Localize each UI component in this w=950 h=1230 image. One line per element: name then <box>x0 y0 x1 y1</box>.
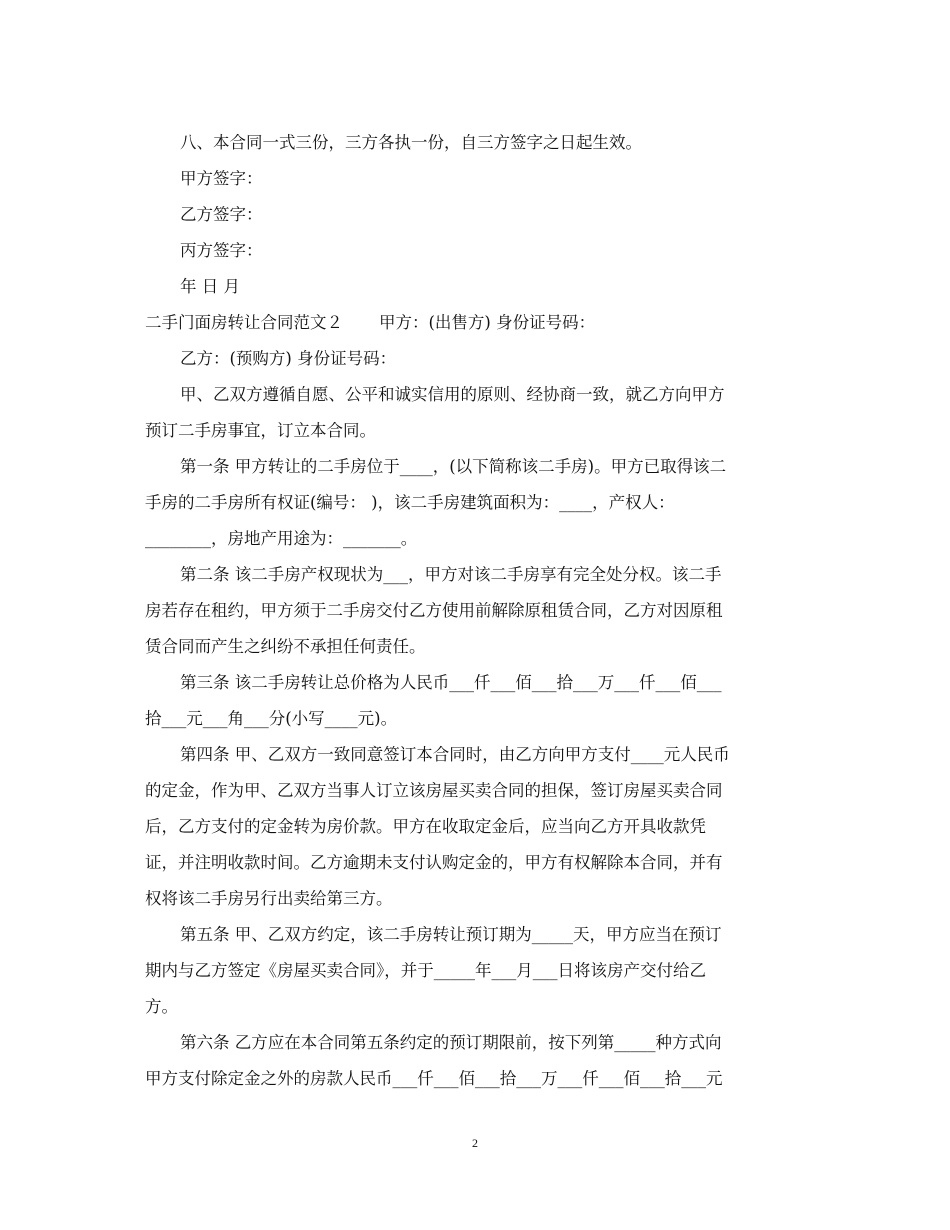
contract-text-line: 第五条 甲、乙双方约定，该二手房转让预订期为_____天，甲方应当在预订 <box>180 925 722 944</box>
party-a-id-label: 甲方：(出售方) 身份证号码： <box>379 313 596 332</box>
contract-title: 二手门面房转让合同范文２ <box>145 313 343 332</box>
contract-text-line: 的定金，作为甲、乙双方当事人订立该房屋买卖合同的担保，签订房屋买卖合同 <box>145 781 723 800</box>
contract-text-line: 房若存在租约，甲方须于二手房交付乙方使用前解除原租赁合同，乙方对因原租 <box>145 601 723 620</box>
contract-text-line: 第三条 该二手房转让总价格为人民币___仟___佰___拾___万___仟___佰___ <box>180 673 722 692</box>
contract-text-line: 第四条 甲、乙双方一致同意签订本合同时，由乙方向甲方支付____元人民币 <box>180 745 730 764</box>
contract-text-line: 甲方支付除定金之外的房款人民币___仟___佰___拾___万___仟___佰___拾___元 <box>145 1069 723 1088</box>
contract-text-line: ________，房地产用途为：_______。 <box>145 529 418 548</box>
contract-text-line: 期内与乙方签定《房屋买卖合同》，并于_____年___月___日将该房产交付给乙 <box>145 961 706 980</box>
contract-text-line: 预订二手房事宜，订立本合同。 <box>145 421 376 440</box>
contract-text-line: 甲、乙双方遵循自愿、公平和诚实信用的原则、经协商一致，就乙方向甲方 <box>180 385 725 404</box>
party-a-signature-label: 甲方签字： <box>180 169 263 188</box>
party-c-signature-label: 丙方签字： <box>180 241 263 260</box>
contract-text-line: 第六条 乙方应在本合同第五条约定的预订期限前，按下列第_____种方式向 <box>180 1033 722 1052</box>
contract-text-line: 证，并注明收款时间。乙方逾期未支付认购定金的，甲方有权解除本合同，并有 <box>145 853 723 872</box>
date-line: 年 日 月 <box>180 277 240 296</box>
page-number: 2 <box>472 1136 478 1150</box>
contract-text <box>145 341 810 1097</box>
contract-text-line: 权将该二手房另行出卖给第三方。 <box>145 889 393 908</box>
contract-text-line: 方。 <box>145 997 178 1016</box>
contract-text-line: 拾___元___角___分(小写____元)。 <box>145 709 398 728</box>
document-body <box>145 125 810 1097</box>
contract-text-line: 乙方：(预购方) 身份证号码： <box>180 349 397 368</box>
party-b-signature-label: 乙方签字： <box>180 205 263 224</box>
contract-heading-line <box>145 305 810 341</box>
contract-text-line: 第一条 甲方转让的二手房位于____，(以下简称该二手房)。甲方已取得该二 <box>180 457 727 476</box>
contract-text-line: 手房的二手房所有权证(编号： )，该二手房建筑面积为：____，产权人： <box>145 493 675 512</box>
contract-text-line: 后，乙方支付的定金转为房价款。甲方在收取定金后，应当向乙方开具收款凭 <box>145 817 706 836</box>
clause-eight: 八、本合同一式三份，三方各执一份，自三方签字之日起生效。 <box>180 133 642 152</box>
contract-text-line: 第二条 该二手房产权现状为___，甲方对该二手房享有完全处分权。该二手 <box>180 565 722 584</box>
contract-text-line: 赁合同而产生之纠纷不承担任何责任。 <box>145 637 426 656</box>
